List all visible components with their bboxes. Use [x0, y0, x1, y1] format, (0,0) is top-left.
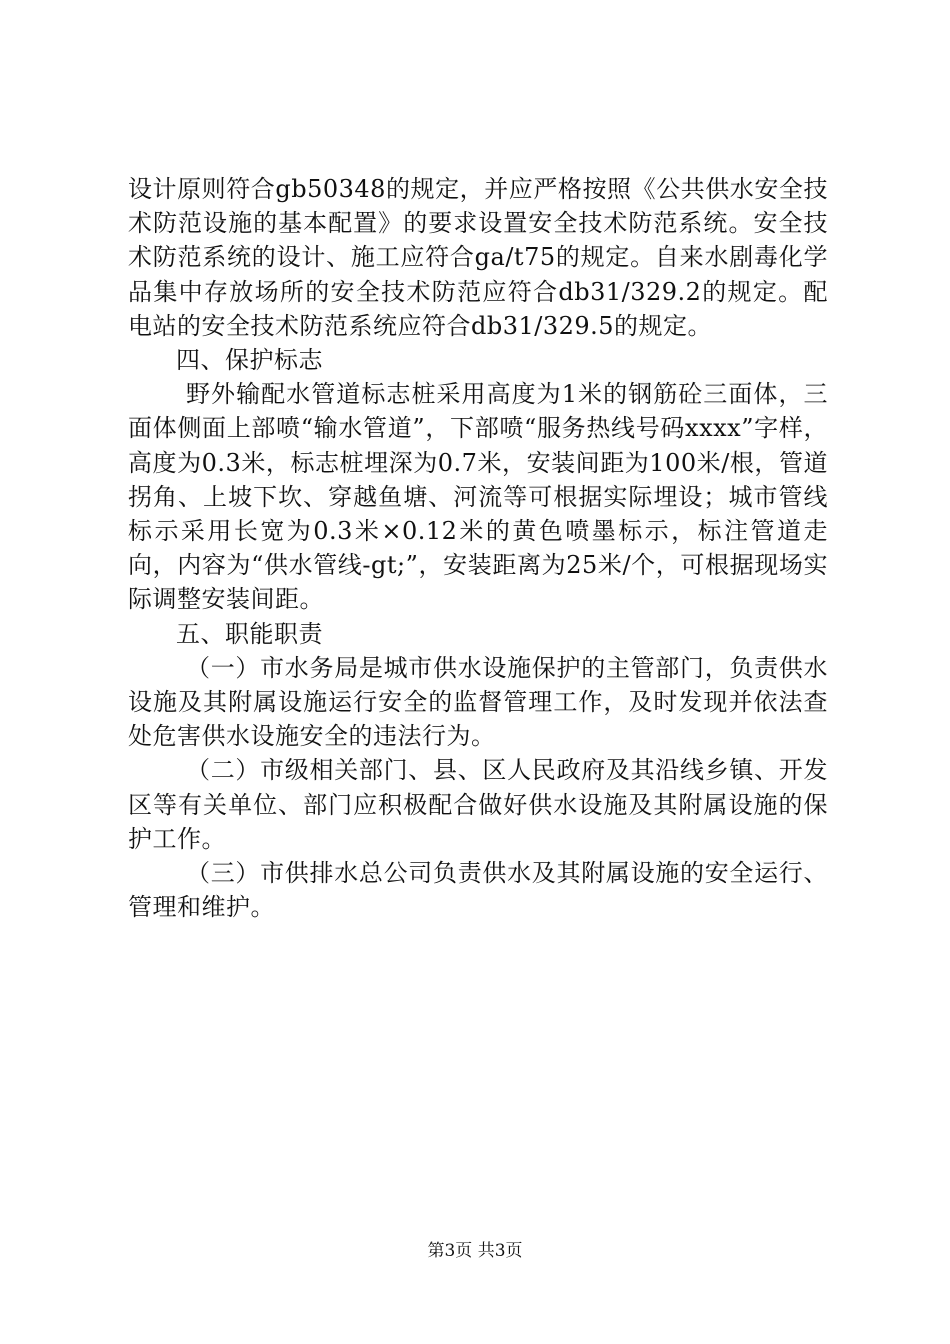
page-footer — [0, 1240, 950, 1262]
paragraph-protection-signs: 野外输配水管道标志桩采用高度为1米的钢筋砼三面体，三面体侧面上部喷“输水管道”，下部喷“服务热线号码xxxx”字样，高度为0.3米，标志桩埋深为0.7米，安装间距为100米/根，管道拐角、上坡下坎、穿越鱼塘、河流等可根据实际埋设；城市管线标示采用长宽为0.3米×0.12米的黄色喷墨标示，标注管道走向，内容为“供水管线-gt;”，安装距离为25米/个，可根据现场实际调整安装间距。 — [128, 380, 828, 614]
page-number-label: 第3页 共3页 — [427, 1241, 523, 1261]
section-heading-duties: 五、职能职责 — [176, 619, 323, 648]
document-body — [128, 172, 828, 924]
paragraph-duty-1: （一）市水务局是城市供水设施保护的主管部门，负责供水设施及其附属设施运行安全的监督管理工作，及时发现并依法查处危害供水设施安全的违法行为。 — [128, 653, 828, 751]
paragraph-duty-2: （二）市级相关部门、县、区人民政府及其沿线乡镇、开发区等有关单位、部门应积极配合做好供水设施及其附属设施的保护工作。 — [128, 756, 828, 853]
paragraph-duty-3: （三）市供排水总公司负责供水及其附属设施的安全运行、管理和维护。 — [128, 859, 828, 922]
paragraph-security-system: 设计原则符合gb50348的规定，并应严格按照《公共供水安全技术防范设施的基本配置》的要求设置安全技术防范系统。安全技术防范系统的设计、施工应符合ga/t75的规定。自来水剧毒化学品集中存放场所的安全技术防范应符合db31/329.2的规定。配电站的安全技术防范系统应符合db31/329.5的规定。 — [128, 175, 828, 340]
section-heading-protection-signs: 四、保护标志 — [176, 346, 323, 375]
